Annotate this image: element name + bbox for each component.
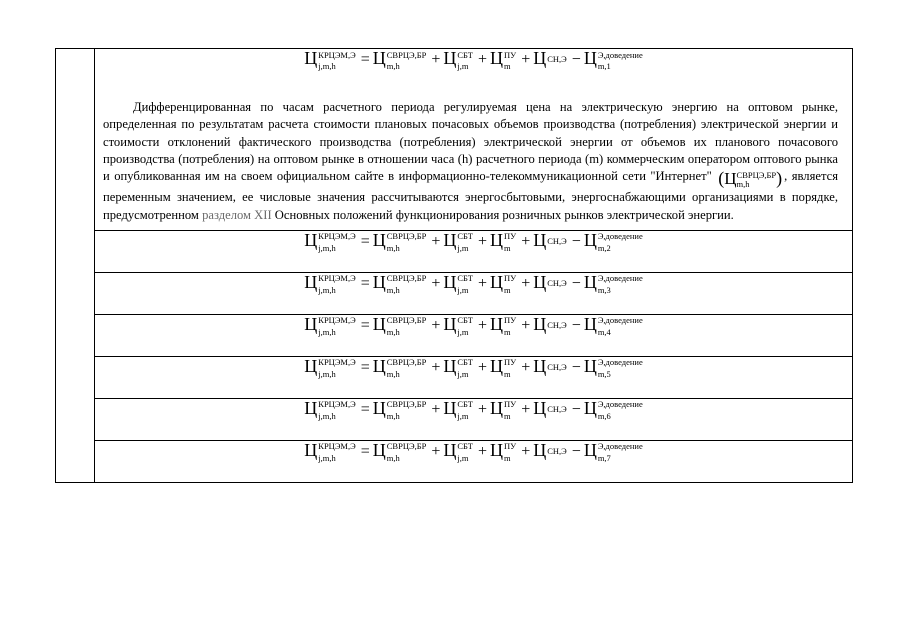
formula-paragraph-cell [95,49,853,231]
formula-term: Ц СВРЦЭ,БР m,h [372,355,427,380]
formula-term: Ц Э,доведение m,1 [583,48,643,72]
formula-operator: + [478,400,488,418]
formula-operator: + [521,274,531,292]
formula-term: Ц Э,доведение m,4 [583,313,643,338]
formula [95,273,852,314]
inline-formula-term: (Ц СВРЦЭ,БР m,h ) [718,168,783,190]
formula-operator: + [521,232,531,250]
formula-operator: + [431,442,441,460]
formula-cell [95,440,853,482]
formula-term: Ц КРЦЭМ,Э j,m,h [304,313,356,338]
table-row [56,230,853,272]
formula-term: Ц СБТ j,m [443,271,473,296]
formula-term: Ц ПУ m [490,48,517,72]
formula-term: Ц КРЦЭМ,Э j,m,h [304,229,356,254]
formula-operator: = [360,316,370,334]
formula [95,441,852,482]
table-row [56,49,853,231]
formula-operator: − [571,400,581,418]
formula-term: Ц КРЦЭМ,Э j,m,h [304,271,356,296]
formula-operator: + [521,316,531,334]
formula-operator: = [360,232,370,250]
formula-operator: − [571,358,581,376]
formula-cell [95,398,853,440]
formula-term: Ц СВРЦЭ,БР m,h [372,439,427,464]
table-row [56,440,853,482]
formula-cell [95,356,853,398]
formula-term: Ц Э,доведение m,7 [583,439,643,464]
formula-term: Ц ПУ m [490,229,517,254]
formula-term: Ц ПУ m [490,439,517,464]
formula-cell [95,314,853,356]
formula-term: Ц КРЦЭМ,Э j,m,h [304,48,356,72]
formula-operator: = [360,442,370,460]
formula-term: Ц СБТ j,m [443,355,473,380]
formula [95,49,852,97]
formula-term: Ц СБТ j,m [443,229,473,254]
formula-term: Ц СВРЦЭ,БР m,h [372,48,427,72]
formula [95,315,852,356]
formula-term: Ц Э,доведение m,6 [583,397,643,422]
formula-term: Ц СВРЦЭ,БР m,h [372,271,427,296]
formula-term: Ц СБТ j,m [443,313,473,338]
formula-term: Ц СВРЦЭ,БР m,h [372,313,427,338]
formula-operator: − [571,274,581,292]
formula-operator: + [521,400,531,418]
table-row [56,398,853,440]
formula-operator: + [478,274,488,292]
formula-term: Ц КРЦЭМ,Э j,m,h [304,397,356,422]
formula-operator: + [431,400,441,418]
formula-term: Ц СН,Э [533,271,567,292]
formula-term: Ц Э,доведение m,2 [583,229,643,254]
formula-operator: − [571,51,581,68]
table-row [56,272,853,314]
formula-operator: + [521,358,531,376]
formula-term: Ц СВРЦЭ,БР m,h [372,397,427,422]
formula-operator: + [521,442,531,460]
formula-term: Ц СН,Э [533,439,567,460]
formula-operator: = [360,358,370,376]
formula-operator: + [478,316,488,334]
description-paragraph [95,97,852,230]
formula-operator: = [360,400,370,418]
formula-operator: + [521,51,531,68]
formula-term: Ц ПУ m [490,313,517,338]
formula-operator: = [360,274,370,292]
paragraph-text-3: Основных положений функционирования розничных рынков электрической энергии. [274,207,734,222]
formula-operator: + [478,51,488,68]
formula-term: Ц ПУ m [490,271,517,296]
formula-operator: + [431,358,441,376]
formula-term: Ц СН,Э [533,48,567,68]
formula-operator: + [431,274,441,292]
formula-term: Ц Э,доведение m,3 [583,271,643,296]
formula-operator: + [431,232,441,250]
formula-term: Ц СБТ j,m [443,48,473,72]
formula-term: Ц СН,Э [533,229,567,250]
formula-operator: − [571,232,581,250]
formula-operator: − [571,442,581,460]
formula-operator: − [571,316,581,334]
formula-term: Ц СН,Э [533,313,567,334]
formula-term: Ц КРЦЭМ,Э j,m,h [304,355,356,380]
formula-term: Ц КРЦЭМ,Э j,m,h [304,439,356,464]
paragraph-text-2: , является переменным значением, ее числовые значения рассчитываются энергосбытовыми, энергоснабжающими организациями в порядке, предусмотренном [103,169,838,222]
formula-term: Ц СН,Э [533,397,567,418]
formula-operator: = [360,51,370,68]
formula-operator: + [431,316,441,334]
table-row [56,314,853,356]
formula-term: Ц Э,доведение m,5 [583,355,643,380]
section-link[interactable]: разделом XII [202,207,272,222]
formula [95,357,852,398]
formula-term: Ц ПУ m [490,397,517,422]
formula-operator: + [431,51,441,68]
formula-term: Ц ПУ m [490,355,517,380]
formula-table [55,48,853,483]
formula-operator: + [478,358,488,376]
formula [95,231,852,272]
formula-term: Ц СБТ j,m [443,397,473,422]
formula-term: Ц СВРЦЭ,БР m,h [372,229,427,254]
paragraph-text-1: Дифференцированная по часам расчетного периода регулируемая цена на электрическую энергию на оптовом рынке, определенная по результатам расчета стоимости плановых почасовых объемов производства (потребления) электрической энергии и стоимости отклонений фактического производства (потребления) электрической энергии от объемов их планового почасового производства (потребления) на оптовом рынке в отношении часа (h) расчетного периода (m) коммерческим оператором оптового рынка и опубликованная им на своем официальном сайте в информационно-телекоммуникационной сети "Интернет" [103,100,838,184]
formula [95,399,852,440]
formula-term: Ц СБТ j,m [443,439,473,464]
formula-operator: + [478,442,488,460]
formula-cell [95,230,853,272]
formula-term: Ц СН,Э [533,355,567,376]
table-row [56,356,853,398]
formula-operator: + [478,232,488,250]
left-column-cell [56,49,95,483]
formula-cell [95,272,853,314]
